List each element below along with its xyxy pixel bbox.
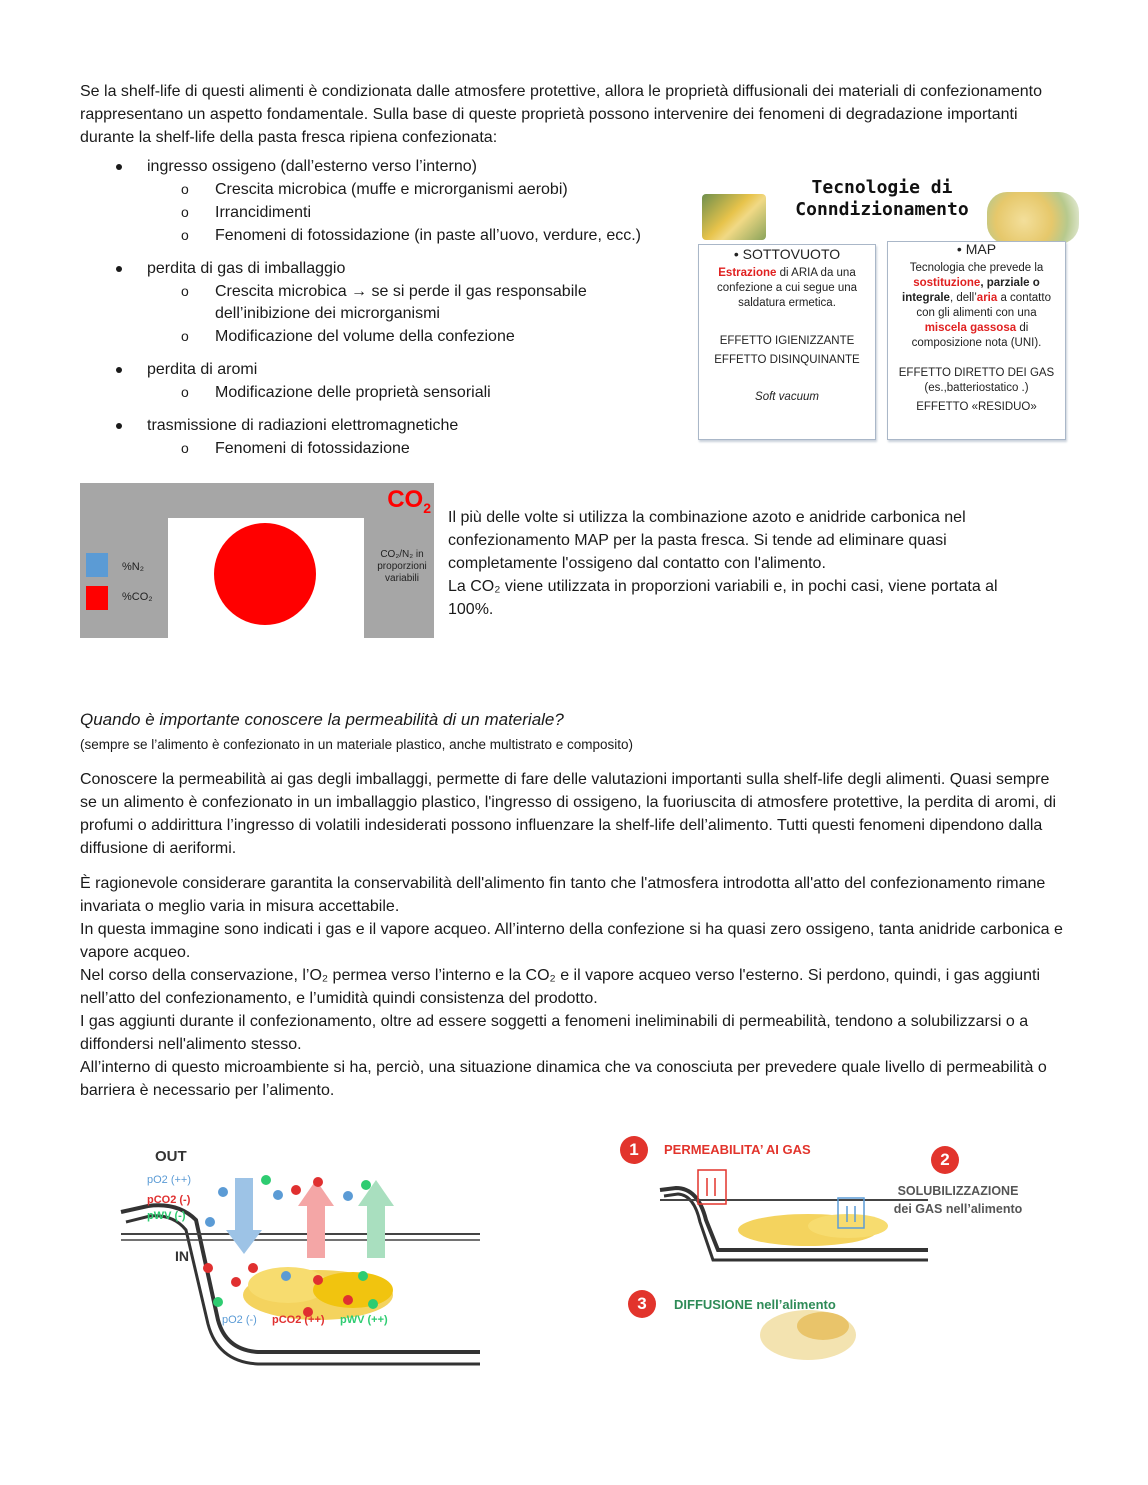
soft-vacuum-label: Soft vacuum [755, 391, 819, 403]
legend-label-n2: %N₂ [122, 561, 144, 573]
map-effect: EFFETTO «RESIDUO» [916, 401, 1037, 413]
sub-marker: o [181, 384, 189, 400]
permeability-question-note: (sempre se l’alimento è confezionato in un materiale plastico, anche multistrato e composito) [80, 737, 634, 752]
permeability-steps-figure [618, 1130, 1038, 1370]
pie-plot-area [168, 518, 364, 638]
map-heading: • MAP [956, 241, 997, 257]
pwv-out-label: pWV (-) [147, 1210, 186, 1222]
sub-marker: o [181, 440, 189, 456]
bullet-dot [116, 423, 122, 429]
legend-swatch-n2 [86, 553, 108, 577]
co2-pie-slice [214, 523, 316, 625]
map-package-image [987, 192, 1079, 244]
po2-out-label: pO2 (++) [147, 1174, 192, 1186]
map-effect: EFFETTO DIRETTO DEI GAS [898, 367, 1055, 379]
map-text-line: 100%. [448, 601, 494, 618]
map-paragraph [448, 506, 1068, 621]
co2-figure-title: $CO_2$ [387, 486, 431, 516]
tray-drawing [618, 1130, 1038, 1370]
sub-text: Modificazione delle proprietà sensoriali [215, 384, 491, 401]
step-number-1: 1 [620, 1136, 648, 1164]
map-desc-line: integrale, dell’aria a contatto [902, 292, 1051, 304]
step3-label: DIFFUSIONE nell’alimento [674, 1297, 836, 1312]
in-label: IN [175, 1248, 189, 1264]
sub-marker: o [181, 181, 189, 197]
tech-title-line1: Tecnologie di [811, 177, 953, 198]
sub-marker: o [181, 283, 189, 299]
sottovuoto-effect: EFFETTO IGIENIZZANTE [719, 335, 855, 347]
vacuum-package-image [702, 194, 766, 240]
map-text-line: completamente l'ossigeno dal contatto con l'alimento. [448, 555, 826, 572]
map-effect: (es.,batteriostatico .) [924, 382, 1029, 394]
po2-in-label: pO2 (-) [222, 1314, 257, 1326]
map-text-line: Il più delle volte si utilizza la combinazione azoto e anidride carbonica nel [448, 509, 966, 526]
map-desc-line: con gli alimenti con una [916, 307, 1037, 319]
sottovuoto-heading: • SOTTOVUOTO [733, 246, 841, 262]
bullet-label: perdita di aromi [147, 361, 258, 378]
tecnologie-figure [697, 174, 1069, 446]
sottovuoto-desc-line: saldatura ermetica. [738, 297, 836, 309]
bullet-label: trasmissione di radiazioni elettromagnetiche [147, 417, 459, 434]
sub-marker: o [181, 328, 189, 344]
co2-n2-figure [80, 483, 434, 638]
conservation-text: È ragionevole considerare garantita la conservabilità dell'alimento fin tanto che l'atmosfera introdotta all'atto del confezionamento rimane invariata o meglio varia in misura accettabile. [80, 875, 1046, 915]
pco2-in-label: pCO2 (++) [272, 1314, 325, 1326]
step2-label: SOLUBILIZZAZIONE dei GAS nell’alimento [893, 1184, 1023, 1216]
legend-swatch-co2 [86, 586, 108, 610]
conservation-text: In questa immagine sono indicati i gas e il vapore acqueo. All’interno della confezione si ha quasi zero ossigeno, tanta anidride carbonica e vapore acqueo. [80, 921, 1063, 961]
legend-label-co2: %CO₂ [122, 591, 153, 603]
pco2-out-label: pCO2 (-) [147, 1194, 191, 1206]
sub-text: Irrancidimenti [215, 204, 312, 221]
intro-paragraph: Se la shelf-life di questi alimenti è condizionata dalle atmosfere protettive, allora le proprietà diffusionali dei materiali di confezionamento rappresentano un aspetto fondamentale. Sulla base di queste proprietà possono intervenire dei fenomeni di degradazione importanti durante la shelf-life della pasta fresca ripiena confezionata: [80, 83, 1043, 146]
map-desc-line: Tecnologia che prevede la [909, 262, 1044, 274]
out-label: OUT [155, 1148, 187, 1165]
sub-text: Fenomeni di fotossidazione (in paste all’uovo, verdure, ecc.) [215, 227, 641, 244]
sub-marker: o [181, 227, 189, 243]
permeability-paragraph: Conoscere la permeabilità ai gas degli imballaggi, permette di fare delle valutazioni importanti sulla shelf-life degli alimenti. Quasi sempre se un alimento è confezionato in un imballaggio plastico, l'ingresso di ossigeno, la fuoriuscita di atmosfere protettive, la perdita di aromi, di profumi o addirittura l’ingresso di volatili indesiderati possono influenzare la shelf-life dell’alimento. Tutti questi fenomeni dipendono dalla diffusione di aeriformi. [80, 771, 1057, 857]
map-box [887, 241, 1066, 440]
map-text-line: confezionamento MAP per la pasta fresca. Si tende ad eliminare quasi [448, 532, 947, 549]
conservation-text: I gas aggiunti durante il confezionamento, oltre ad essere soggetti a fenomeni ineliminabili di permeabilità, tendono a solubilizzarsi o a diffondersi nell'alimento stesso. [80, 1013, 1029, 1053]
sub-text: dell’inibizione dei microrganismi [215, 305, 440, 322]
map-text-line: La CO₂ viene utilizzata in proporzioni variabili e, in pochi casi, viene portata al [448, 578, 998, 595]
bullet-label: perdita di gas di imballaggio [147, 260, 346, 277]
bullet-label: ingresso ossigeno (dall’esterno verso l’interno) [147, 158, 477, 175]
sottovuoto-effect: EFFETTO DISINQUINANTE [714, 354, 860, 366]
sottovuoto-desc-line: Estrazione di ARIA da una [718, 267, 856, 279]
sub-text: Modificazione del volume della confezione [215, 328, 515, 345]
sub-text: Fenomeni di fotossidazione [215, 440, 410, 457]
bullet-dot [116, 266, 122, 272]
conservation-text: Nel corso della conservazione, l’O₂ permea verso l’interno e la CO₂ e il vapore acqueo verso l'esterno. Si perdono, quindi, i gas aggiunti nell’atto del confezionamento, e l’umidità quindi consistenza del prodotto. [80, 967, 1040, 1007]
sub-marker: o [181, 204, 189, 220]
conservation-paragraph [80, 872, 1070, 1102]
map-desc-line: sostituzione, parziale o [913, 277, 1040, 289]
permeability-question: Quando è importante conoscere la permeabilità di un materiale? [80, 710, 564, 729]
sottovuoto-box [698, 244, 876, 440]
sub-text: Crescita microbica (muffe e microrganismi aerobi) [215, 181, 568, 198]
pwv-in-label: pWV (++) [340, 1314, 388, 1326]
co2-proportion-note: CO₂/N₂ in proporzioni variabili [377, 549, 427, 584]
map-desc-line: composizione nota (UNI). [911, 337, 1042, 349]
gas-exchange-figure [118, 1140, 483, 1370]
bullet-dot [116, 367, 122, 373]
bullet-dot [116, 164, 122, 170]
sub-text: Crescita microbica → se si perde il gas responsabile [215, 283, 587, 300]
step-number-3: 3 [628, 1290, 656, 1318]
conservation-text: All’interno di questo microambiente si ha, perciò, una situazione dinamica che va conosciuta per prevedere quale livello di permeabilità o barriera è necessario per l’alimento. [80, 1059, 1047, 1099]
step-number-2: 2 [931, 1146, 959, 1174]
map-desc-line: miscela gassosa di [924, 322, 1029, 334]
step1-label: PERMEABILITA’ AI GAS [664, 1142, 811, 1157]
sottovuoto-desc-line: confezione a cui segue una [716, 282, 858, 294]
tech-title-line2: Conndizionamento [795, 199, 969, 220]
